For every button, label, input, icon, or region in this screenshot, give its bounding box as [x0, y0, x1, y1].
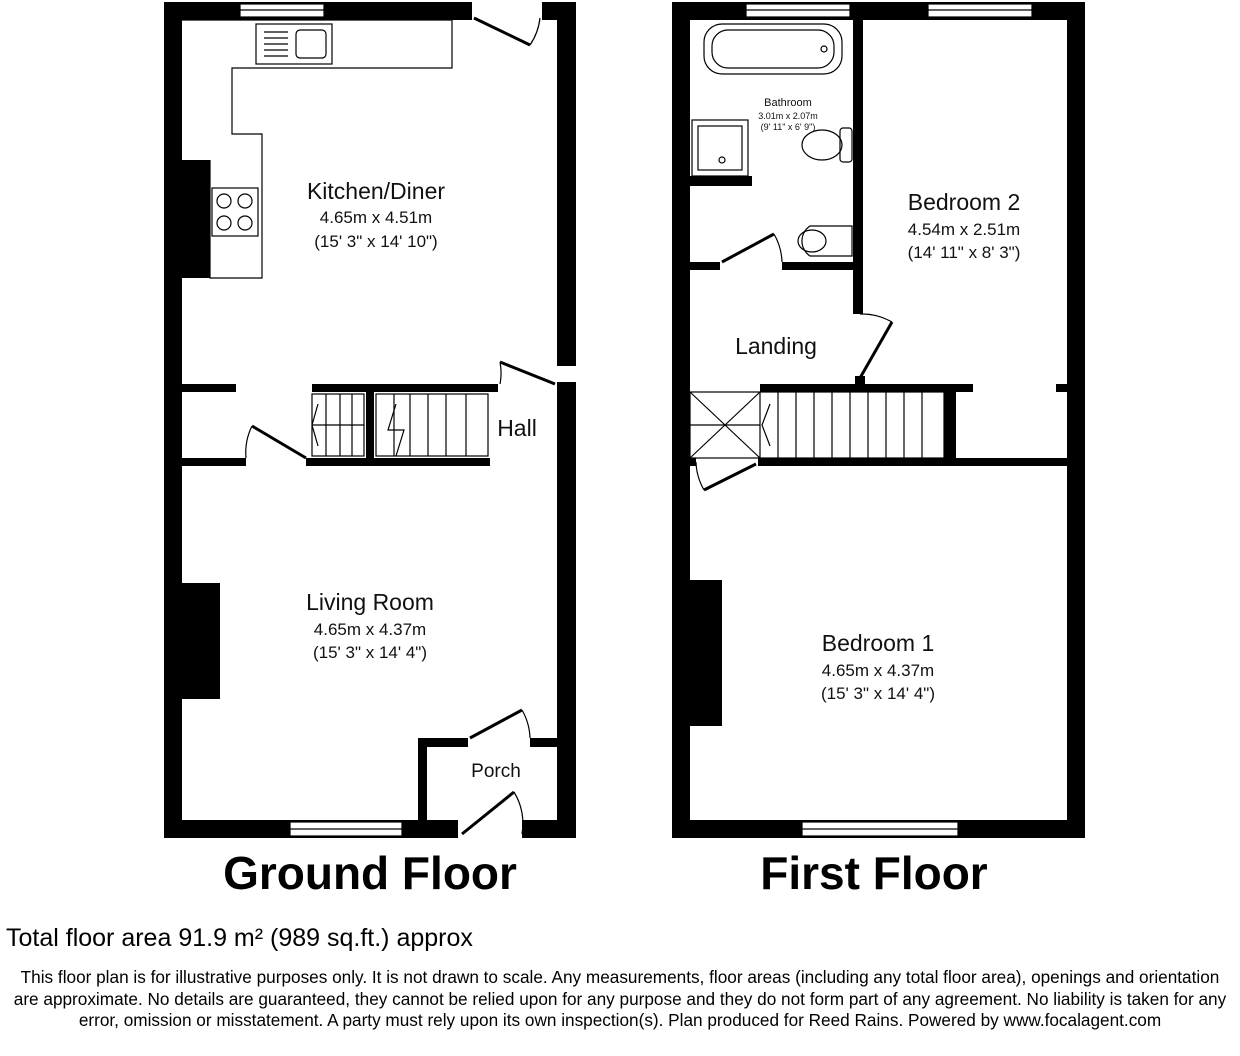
ff-bathroom-door	[722, 234, 782, 262]
ff-chimney	[690, 580, 722, 726]
bath-icon	[704, 24, 842, 74]
gf-stair-wall	[366, 392, 374, 458]
basin-icon	[798, 226, 852, 256]
gf-porch-wall	[418, 738, 427, 820]
gf-left-wall	[164, 2, 182, 838]
gf-stairs	[312, 394, 488, 456]
gf-porch-wall	[530, 738, 557, 747]
bathroom-size-metric: 3.01m x 2.07m	[758, 111, 818, 121]
ff-bedroom1-door	[696, 462, 756, 490]
ff-bathroom-wall	[690, 262, 720, 270]
ground-floor-title: Ground Floor	[223, 847, 517, 899]
gf-living-door	[246, 426, 306, 458]
ff-bedroom2-door	[860, 314, 892, 378]
ff-shower-wall	[690, 176, 752, 186]
landing-name: Landing	[735, 333, 817, 359]
living-room-size-imperial: (15' 3" x 14' 4")	[312, 643, 428, 662]
bedroom2-size-metric: 4.54m x 2.51m	[907, 220, 1021, 239]
living-room-name: Living Room	[306, 589, 434, 615]
bedroom1-size-metric: 4.65m x 4.37m	[821, 661, 935, 680]
bathroom-size-imperial: (9' 11" x 6' 9")	[760, 122, 816, 132]
gf-partition	[182, 384, 236, 392]
gf-chimney-kitchen	[182, 160, 210, 278]
first-floor-plan	[672, 2, 1085, 899]
kitchen-size-imperial: (15' 3" x 14' 10")	[314, 232, 438, 251]
bedroom1-size-imperial: (15' 3" x 14' 4")	[820, 684, 936, 703]
bedroom1-name: Bedroom 1	[821, 630, 935, 656]
bedroom2-name: Bedroom 2	[907, 189, 1021, 215]
gf-partition	[182, 458, 246, 466]
hall-name: Hall	[497, 415, 537, 441]
first-floor-title: First Floor	[760, 847, 988, 899]
gf-partition	[312, 384, 498, 392]
ff-stair-wall	[1056, 384, 1067, 392]
ff-bathroom-wall	[782, 262, 853, 270]
bathroom-name: Bathroom	[764, 97, 812, 109]
disclaimer-text: This floor plan is for illustrative purposes only. It is not drawn to scale. Any measurements, floor areas (including any total floor area), openings and orientation are approximate. No details are guaranteed, they cannot be relied upon for any purpose and they do not form part of any agreement. No liability is taken for any error, omission or misstatement. A party must rely upon its own inspection(s). Plan produced for Reed Rains. Powered by www.focalagent.com	[13, 967, 1227, 1030]
toilet-icon	[802, 128, 852, 162]
gf-chimney-living	[182, 583, 220, 699]
gf-porch-wall	[418, 738, 468, 747]
ff-stair-wall	[760, 384, 973, 392]
bedroom2-size-imperial: (14' 11" x 8' 3")	[907, 243, 1021, 262]
ff-stair-wall	[944, 392, 956, 458]
total-floor-area: Total floor area 91.9 m² (989 sq.ft.) approx	[6, 924, 473, 952]
sink-icon	[256, 24, 332, 64]
kitchen-name: Kitchen/Diner	[306, 178, 446, 204]
ff-stairs	[690, 392, 944, 458]
porch-name: Porch	[471, 761, 521, 782]
gf-partition	[306, 458, 490, 466]
ff-left-wall	[672, 2, 690, 838]
ff-bedroom2-wall	[853, 20, 863, 314]
gf-porch-inner-door	[470, 710, 530, 738]
kitchen-size-metric: 4.65m x 4.51m	[319, 208, 433, 227]
ground-floor-plan	[164, 2, 576, 899]
gf-back-door	[474, 18, 540, 45]
hob-icon	[212, 188, 258, 236]
ff-right-wall	[1067, 2, 1085, 838]
gf-right-wall	[557, 2, 576, 838]
living-room-size-metric: 4.65m x 4.37m	[313, 620, 427, 639]
shower-icon	[692, 120, 748, 176]
ff-bedroom1-wall	[758, 458, 1067, 466]
ff-stair-wall	[690, 458, 696, 466]
gf-hall-door	[500, 362, 555, 384]
